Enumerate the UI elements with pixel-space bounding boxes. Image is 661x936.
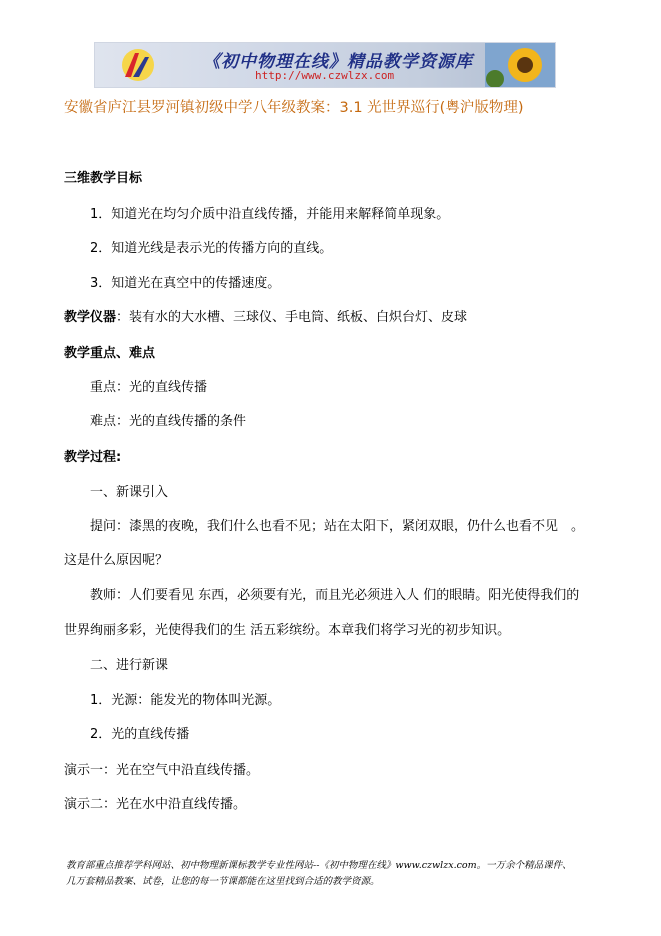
objectives-heading: 三维教学目标 (64, 171, 143, 186)
demo-text: 演示二：光在水中沿直线传播。 (64, 797, 247, 812)
difficulty-text: 难点：光的直线传播的条件 (90, 414, 247, 429)
process-heading: 教学过程: (64, 450, 122, 465)
document-title: 安徽省庐江县罗河镇初级中学八年级教案：3.1 光世界巡行(粤沪版物理) (64, 100, 524, 116)
sunflower-image-icon (485, 43, 555, 87)
site-logo-icon (115, 47, 161, 83)
lesson-item: 2．光的直线传播 (90, 727, 190, 742)
instruments-text: ：装有水的大水槽、三球仪、手电筒、纸板、白炽台灯、皮球 (116, 310, 468, 325)
footer-line: 教育部重点推荐学科网站、初中物理新课标教学专业性网站--《初中物理在线》www.czwlzx.com。一万余个精品课件、 (66, 860, 572, 871)
instruments-line (64, 306, 467, 325)
demo-text: 演示一：光在空气中沿直线传播。 (64, 763, 260, 778)
objective-item: 2．知道光线是表示光的传播方向的直线。 (90, 241, 333, 256)
keypoint-text: 重点：光的直线传播 (90, 380, 208, 395)
intro-heading: 一、新课引入 (90, 485, 169, 500)
footer (66, 858, 606, 890)
header-banner (94, 42, 556, 88)
objective-item: 1．知道光在均匀介质中沿直线传播，并能用来解释简单现象。 (90, 207, 450, 222)
question-text: 提问：漆黑的夜晚，我们什么也看不见；站在太阳下，紧闭双眼，仍什么也看不见 。 (90, 519, 585, 534)
teacher-text: 教师：人们要看见 东西，必须要有光，而且光必须进入人 们的眼睛。阳光使得我们的 (90, 588, 580, 603)
keypoints-heading: 教学重点、难点 (64, 346, 156, 361)
instruments-label: 教学仪器 (64, 310, 117, 325)
banner-url: http://www.czwlzx.com (255, 69, 395, 82)
teacher-text: 世界绚丽多彩，光使得我们的生 活五彩缤纷。本章我们将学习光的初步知识。 (64, 623, 511, 638)
question-text: 这是什么原因呢？ (64, 553, 169, 568)
new-lesson-heading: 二、进行新课 (90, 658, 169, 673)
lesson-item: 1．光源：能发光的物体叫光源。 (90, 693, 281, 708)
objective-item: 3．知道光在真空中的传播速度。 (90, 276, 281, 291)
footer-line: 几万套精品教案、试卷，让您的每一节课都能在这里找到合适的教学资源。 (66, 876, 380, 887)
banner-title: 《初中物理在线》精品教学资源库 (203, 52, 473, 72)
